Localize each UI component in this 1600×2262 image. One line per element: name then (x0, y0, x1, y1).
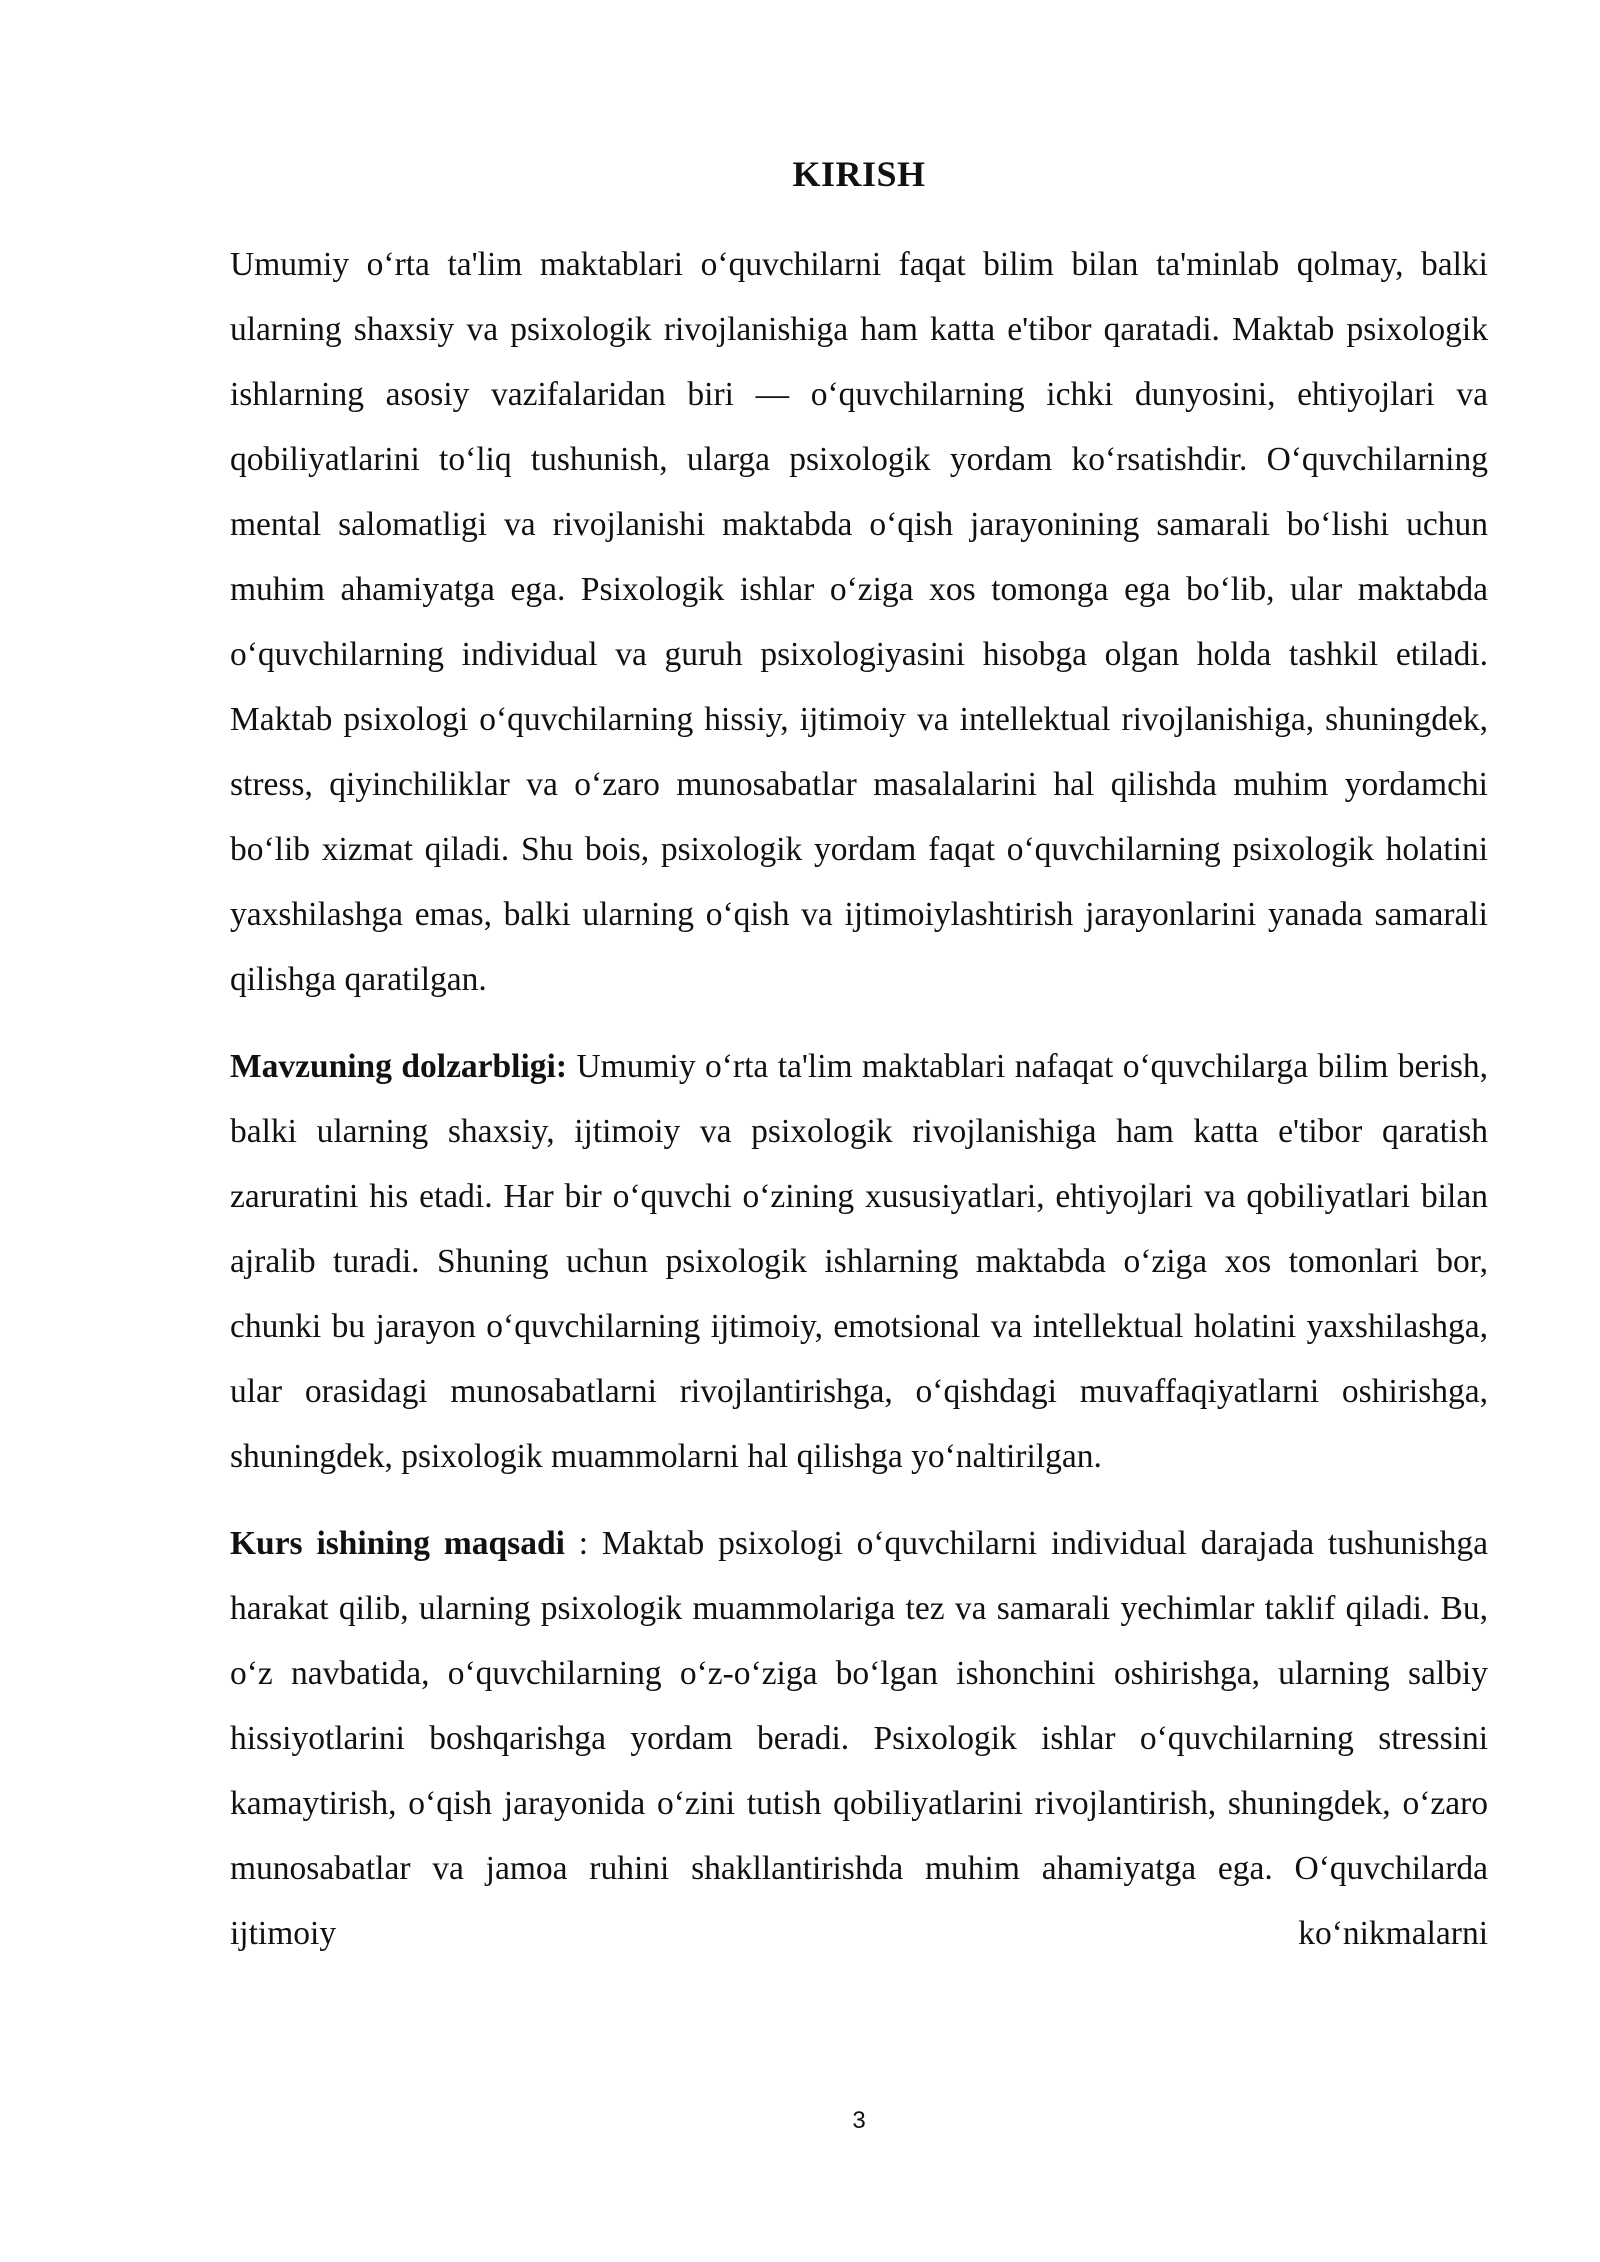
body-text (230, 232, 1488, 1966)
relevance-paragraph (230, 1034, 1488, 1489)
goal-paragraph (230, 1511, 1488, 1966)
intro-paragraph-text: Umumiy o‘rta ta'lim maktablari o‘quvchilarni faqat bilim bilan ta'minlab qolmay, balki ularning shaxsiy va psixologik rivojlanishiga ham katta e'tibor qaratadi. Maktab psixologik ishlarning asosiy vazifalaridan biri — o‘quvchilarning ichki dunyosini, ehtiyojlari va qobiliyatlarini to‘liq tushunish, ularga psixologik yordam ko‘rsatishdir. O‘quvchilarning mental salomatligi va rivojlanishi maktabda o‘qish jarayonining samarali bo‘lishi uchun muhim ahamiyatga ega. Psixologik ishlar o‘ziga xos tomonga ega bo‘lib, ular maktabda o‘quvchilarning individual va guruh psixologiyasini hisobga olgan holda tashkil etiladi. Maktab psixologi o‘quvchilarning hissiy, ijtimoiy va intellektual rivojlanishiga, shuningdek, stress, qiyinchiliklar va o‘zaro munosabatlar masalalarini hal qilishda muhim yordamchi bo‘lib xizmat qiladi. Shu bois, psixologik yordam faqat o‘quvchilarning psixologik holatini yaxshilashga emas, balki ularning o‘qish va ijtimoiylashtirish jarayonlarini yanada samarali qilishga qaratilgan. (230, 246, 1488, 998)
section-title: KIRISH (792, 154, 926, 194)
intro-paragraph (230, 232, 1488, 1012)
relevance-heading: Mavzuning dolzarbligi: (230, 1048, 568, 1085)
goal-heading: Kurs ishining maqsadi (230, 1525, 565, 1562)
goal-paragraph-text: : Maktab psixologi o‘quvchilarni individual darajada tushunishga harakat qilib, ularning psixologik muammolariga tez va samarali yechimlar taklif qiladi. Bu, o‘z navbatida, o‘quvchilarning o‘z-o‘ziga bo‘lgan ishonchini oshirishga, ularning salbiy hissiyotlarini boshqarishga yordam beradi. Psixologik ishlar o‘quvchilarning stressini kamaytirish, o‘qish jarayonida o‘zini tutish qobiliyatlarini rivojlantirish, shuningdek, o‘zaro munosabatlar va jamoa ruhini shakllantirishda muhim ahamiyatga ega. O‘quvchilarda ijtimoiy ko‘nikmalarni (230, 1525, 1488, 1952)
document-page (230, 0, 1488, 2262)
page-number: 3 (852, 2107, 866, 2134)
relevance-paragraph-text: Umumiy o‘rta ta'lim maktablari nafaqat o‘quvchilarga bilim berish, balki ularning shaxsiy, ijtimoiy va psixologik rivojlanishiga ham katta e'tibor qaratish zaruratini his etadi. Har bir o‘quvchi o‘zining xususiyatlari, ehtiyojlari va qobiliyatlari bilan ajralib turadi. Shuning uchun psixologik ishlarning maktabda o‘ziga xos tomonlari bor, chunki bu jarayon o‘quvchilarning ijtimoiy, emotsional va intellektual holatini yaxshilashga, ular orasidagi munosabatlarni rivojlantirishga, o‘qishdagi muvaffaqiyatlarni oshirishga, shuningdek, psixologik muammolarni hal qilishga yo‘naltirilgan. (230, 1048, 1488, 1475)
